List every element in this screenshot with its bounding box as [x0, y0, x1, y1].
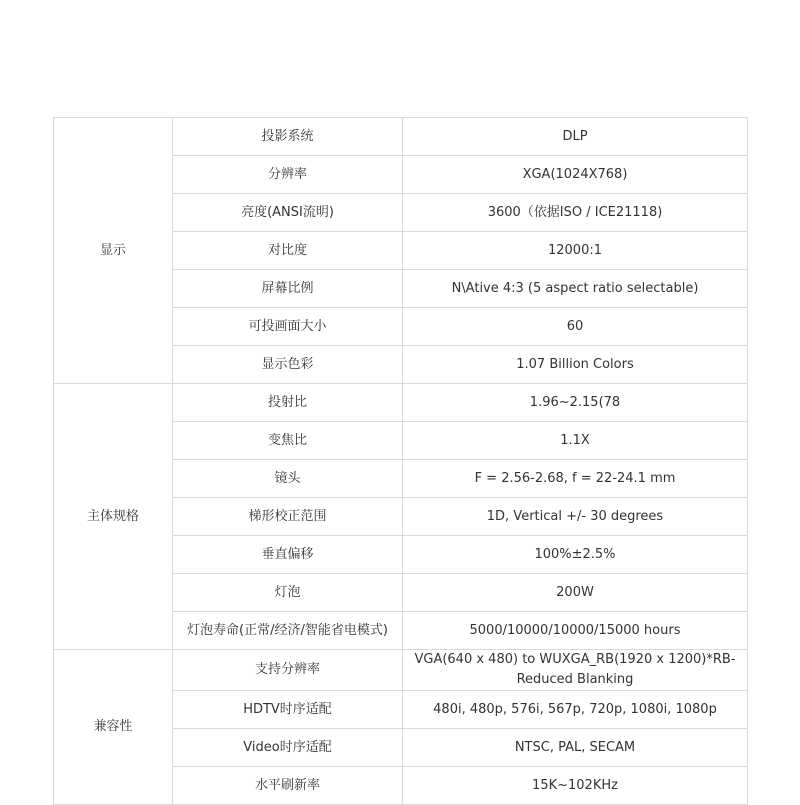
spec-value-cell: F = 2.56-2.68, f = 22-24.1 mm — [403, 460, 748, 498]
spec-name-cell: 灯泡寿命(正常/经济/智能省电模式) — [173, 612, 403, 650]
category-cell: 主体规格 — [54, 384, 173, 650]
spec-value-cell: 3600（依据ISO / ICE21118) — [403, 194, 748, 232]
spec-name-cell: 屏幕比例 — [173, 270, 403, 308]
spec-name-cell: HDTV时序适配 — [173, 691, 403, 729]
table-row — [54, 650, 748, 691]
spec-value-cell: XGA(1024X768) — [403, 156, 748, 194]
table-row — [54, 118, 748, 156]
spec-value-cell: 200W — [403, 574, 748, 612]
spec-value-cell: NTSC, PAL, SECAM — [403, 729, 748, 767]
spec-value-cell: 1D, Vertical +/- 30 degrees — [403, 498, 748, 536]
spec-name-cell: Video时序适配 — [173, 729, 403, 767]
spec-value-cell: 1.96~2.15(78 — [403, 384, 748, 422]
spec-table — [53, 117, 748, 805]
spec-name-cell: 亮度(ANSI流明) — [173, 194, 403, 232]
spec-value-cell: DLP — [403, 118, 748, 156]
spec-value-cell: 100%±2.5% — [403, 536, 748, 574]
spec-value-cell: VGA(640 x 480) to WUXGA_RB(1920 x 1200)*RB- Reduced Blanking — [403, 650, 748, 691]
spec-value-cell: 5000/10000/10000/15000 hours — [403, 612, 748, 650]
spec-name-cell: 支持分辨率 — [173, 650, 403, 691]
spec-name-cell: 梯形校正范围 — [173, 498, 403, 536]
spec-name-cell: 显示色彩 — [173, 346, 403, 384]
category-cell: 兼容性 — [54, 650, 173, 805]
spec-name-cell: 水平刷新率 — [173, 767, 403, 805]
spec-value-cell: 12000:1 — [403, 232, 748, 270]
spec-name-cell: 投射比 — [173, 384, 403, 422]
spec-name-cell: 镜头 — [173, 460, 403, 498]
spec-value-cell: 1.07 Billion Colors — [403, 346, 748, 384]
spec-name-cell: 分辨率 — [173, 156, 403, 194]
spec-value-cell: 15K~102KHz — [403, 767, 748, 805]
spec-value-cell: 1.1X — [403, 422, 748, 460]
spec-name-cell: 可投画面大小 — [173, 308, 403, 346]
spec-name-cell: 投影系统 — [173, 118, 403, 156]
spec-name-cell: 变焦比 — [173, 422, 403, 460]
spec-value-cell: 480i, 480p, 576i, 567p, 720p, 1080i, 1080p — [403, 691, 748, 729]
table-row — [54, 384, 748, 422]
spec-value-cell: N\Ative 4:3 (5 aspect ratio selectable) — [403, 270, 748, 308]
spec-name-cell: 对比度 — [173, 232, 403, 270]
spec-name-cell: 灯泡 — [173, 574, 403, 612]
spec-value-cell: 60 — [403, 308, 748, 346]
spec-name-cell: 垂直偏移 — [173, 536, 403, 574]
category-cell: 显示 — [54, 118, 173, 384]
spec-table-body — [54, 118, 748, 805]
